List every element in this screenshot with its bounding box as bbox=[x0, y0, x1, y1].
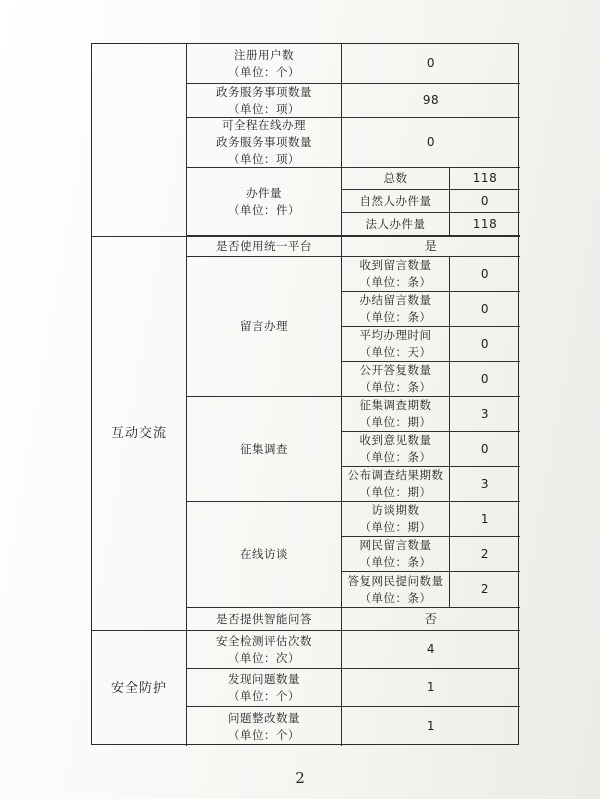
registered-users-label: 注册用户数 （单位：个） bbox=[187, 44, 342, 84]
cases-total-label: 总数 bbox=[342, 168, 450, 190]
cases-natural-person-label: 自然人办件量 bbox=[342, 190, 450, 213]
unified-platform-label: 是否使用统一平台 bbox=[187, 236, 342, 257]
statistics-table bbox=[91, 43, 519, 745]
messages-received-value: 0 bbox=[450, 257, 520, 292]
interview-periods-label: 访谈期数 （单位：期） bbox=[342, 502, 450, 537]
messages-closed-value: 0 bbox=[450, 292, 520, 327]
smart-qa-value: 否 bbox=[342, 608, 520, 631]
issues-fixed-label: 问题整改数量 （单位：个） bbox=[187, 707, 342, 746]
security-checks-value: 4 bbox=[342, 631, 520, 669]
online-service-items-label: 可全程在线办理 政务服务事项数量 （单位：项） bbox=[187, 118, 342, 168]
messages-closed-label: 办结留言数量 （单位：条） bbox=[342, 292, 450, 327]
survey-results-label: 公布调查结果期数 （单位：期） bbox=[342, 467, 450, 502]
cases-legal-person-label: 法人办件量 bbox=[342, 213, 450, 236]
interview-messages-value: 2 bbox=[450, 537, 520, 572]
interview-group-label: 在线访谈 bbox=[187, 502, 342, 608]
survey-periods-label: 征集调查期数 （单位：期） bbox=[342, 397, 450, 432]
survey-periods-value: 3 bbox=[450, 397, 520, 432]
section-security bbox=[92, 631, 187, 746]
messages-group-label: 留言办理 bbox=[187, 257, 342, 397]
section-interaction bbox=[92, 236, 187, 631]
unified-platform-value: 是 bbox=[342, 236, 520, 257]
registered-users-value: 0 bbox=[342, 44, 520, 84]
cases-legal-person-value: 118 bbox=[450, 213, 520, 236]
survey-opinions-value: 0 bbox=[450, 432, 520, 467]
interview-replies-label: 答复网民提问数量 （单位：条） bbox=[342, 572, 450, 608]
interview-messages-label: 网民留言数量 （单位：条） bbox=[342, 537, 450, 572]
page-number: 2 bbox=[295, 769, 305, 787]
messages-public-replies-label: 公开答复数量 （单位：条） bbox=[342, 362, 450, 397]
messages-received-label: 收到留言数量 （单位：条） bbox=[342, 257, 450, 292]
survey-results-value: 3 bbox=[450, 467, 520, 502]
section-blank bbox=[92, 44, 187, 236]
online-service-items-value: 0 bbox=[342, 118, 520, 168]
cases-natural-person-value: 0 bbox=[450, 190, 520, 213]
messages-public-replies-value: 0 bbox=[450, 362, 520, 397]
survey-group-label: 征集调查 bbox=[187, 397, 342, 502]
service-items-label: 政务服务事项数量 （单位：项） bbox=[187, 84, 342, 118]
cases-label: 办件量 （单位：件） bbox=[187, 168, 342, 236]
issues-fixed-value: 1 bbox=[426, 719, 436, 733]
smart-qa-label: 是否提供智能问答 bbox=[187, 608, 342, 631]
section-interaction-label: 互动交流 bbox=[110, 426, 167, 441]
messages-avg-time-value: 0 bbox=[450, 327, 520, 362]
section-security-label: 安全防护 bbox=[110, 681, 167, 696]
interview-periods-value: 1 bbox=[450, 502, 520, 537]
survey-opinions-label: 收到意见数量 （单位：条） bbox=[342, 432, 450, 467]
interview-replies-value: 2 bbox=[450, 572, 520, 608]
cases-total-value: 118 bbox=[450, 168, 520, 190]
service-items-value: 98 bbox=[342, 84, 520, 118]
issues-found-value: 1 bbox=[342, 669, 520, 707]
issues-found-label: 发现问题数量 （单位：个） bbox=[187, 669, 342, 707]
messages-avg-time-label: 平均办理时间 （单位：天） bbox=[342, 327, 450, 362]
security-checks-label: 安全检测评估次数 （单位：次） bbox=[187, 631, 342, 669]
